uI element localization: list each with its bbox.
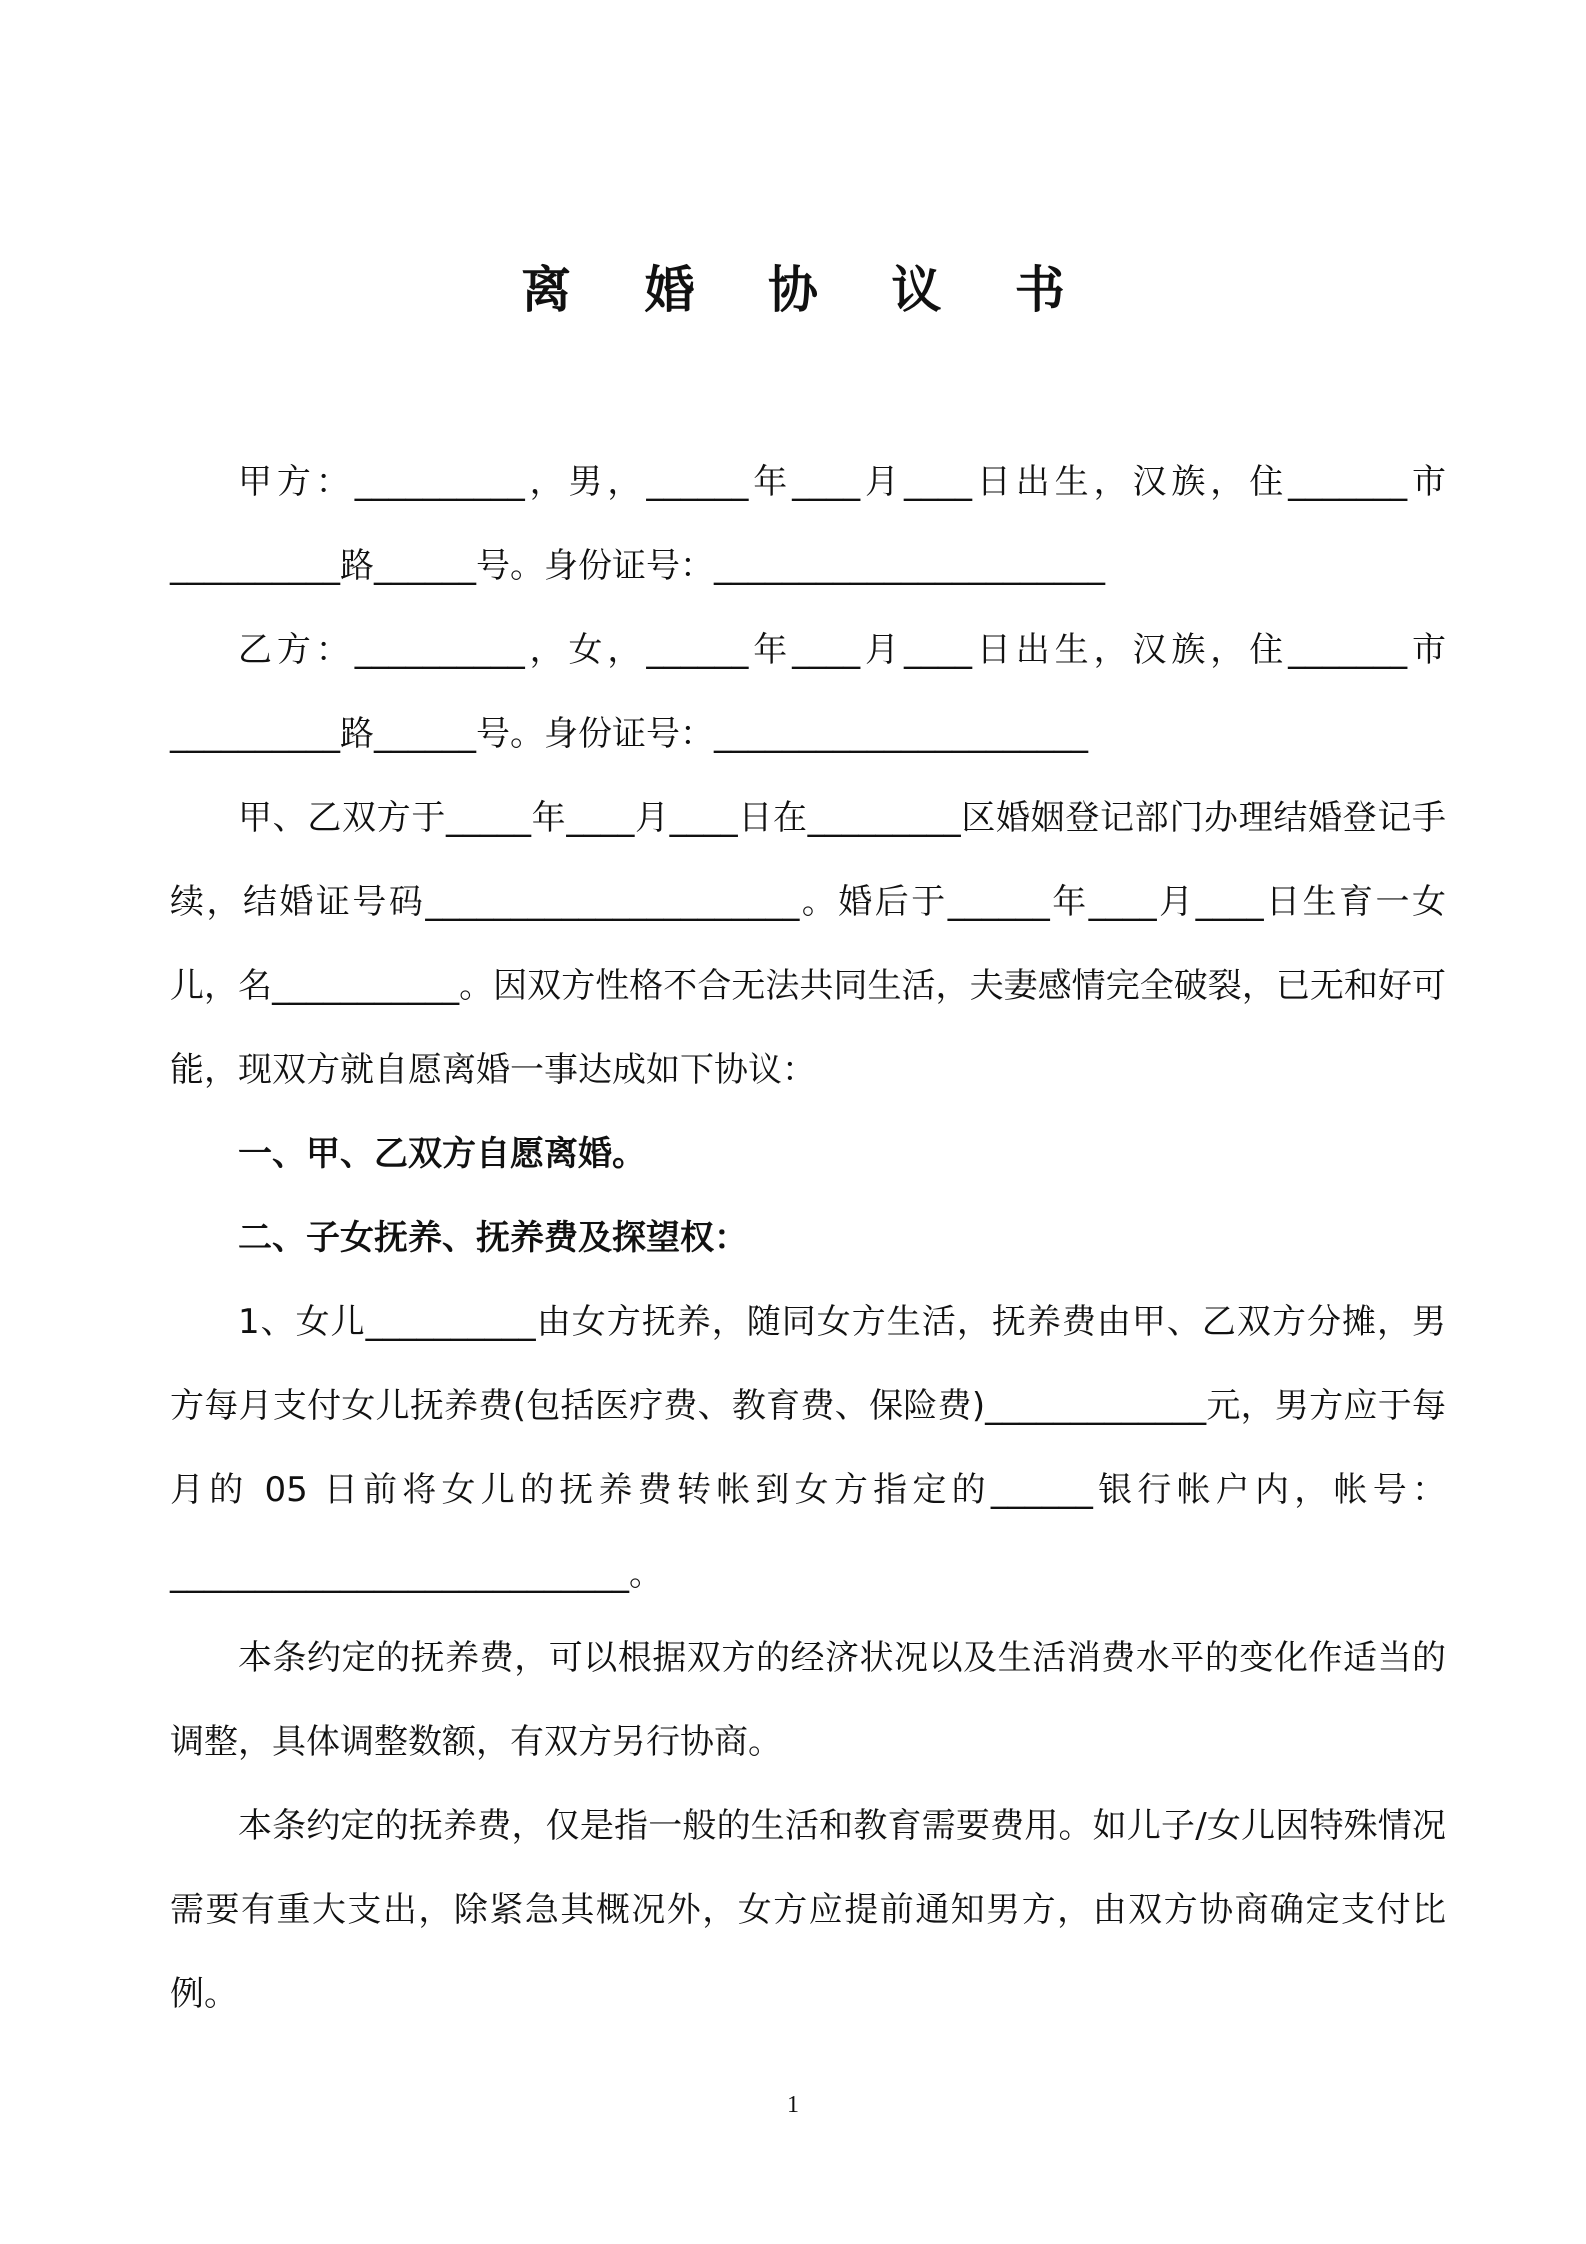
support-adjustment-paragraph: 本条约定的抚养费，可以根据双方的经济状况以及生活消费水平的变化作适当的调整，具体调整数额，有双方另行协商。 [170,1638,1446,1762]
clause-2-heading: 二、子女抚养、抚养费及探望权： [238,1218,748,1258]
page-number: 1 [787,2092,799,2118]
child-support-paragraph: 1、女儿__________由女方抚养，随同女方生活，抚养费由甲、乙双方分摊，男方每月支付女儿抚养费(包括医疗费、教育费、保险费)_____________元，男方应于每月的 05 日前将女儿的抚养费转帐到女方指定的______银行帐户内，帐号：___________________________。 [170,1302,1446,1594]
document-body [170,440,1446,2036]
clause-1-heading: 一、甲、乙双方自愿离婚。 [238,1134,646,1174]
support-scope-paragraph: 本条约定的抚养费，仅是指一般的生活和教育需要费用。如儿子/女儿因特殊情况需要有重大支出，除紧急其概况外，女方应提前通知男方，由双方协商确定支付比例。 [170,1806,1446,2014]
party-b-paragraph: 乙方：__________，女，______年____月____日出生，汉族，住_______市__________路______号。身份证号：______________________ [170,630,1446,754]
marriage-background-paragraph: 甲、乙双方于_____年____月____日在_________区婚姻登记部门办理结婚登记手续，结婚证号码______________________。婚后于______年____月____日生育一女儿，名___________。因双方性格不合无法共同生活，夫妻感情完全破裂，已无和好可能，现双方就自愿离婚一事达成如下协议： [170,798,1446,1090]
document-title: 离 婚 协 议 书 [521,260,1093,319]
party-a-paragraph: 甲方：__________，男，______年____月____日出生，汉族，住_______市__________路______号。身份证号：_______________________ [170,462,1446,586]
